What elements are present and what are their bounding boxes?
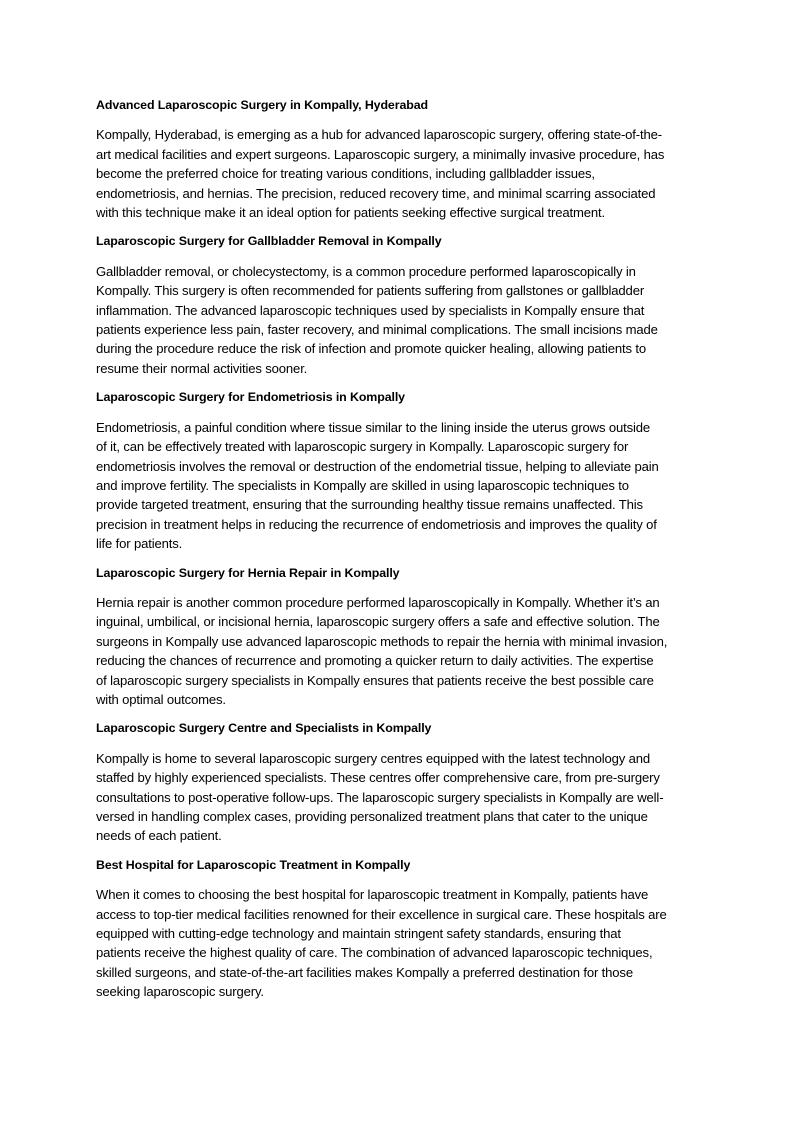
paragraph-line: versed in handling complex cases, providing personalized treatment plans that cater to the unique xyxy=(96,809,648,824)
paragraph-line: resume their normal activities sooner. xyxy=(96,360,308,376)
document-page xyxy=(96,96,699,1012)
paragraph-line: during the procedure reduce the risk of infection and promote quicker healing, allowing patients to xyxy=(96,341,646,357)
paragraph-line: Kompally. This surgery is often recommended for patients suffering from gallstones or gallbladder xyxy=(96,283,645,299)
section-heading: Laparoscopic Surgery for Endometriosis in Kompally xyxy=(96,390,405,405)
section-heading: Best Hospital for Laparoscopic Treatment in Kompally xyxy=(96,857,411,872)
section-best-hospital xyxy=(96,856,699,1002)
section-paragraph xyxy=(96,749,699,846)
section-heading: Laparoscopic Surgery for Hernia Repair in Kompally xyxy=(96,565,400,580)
paragraph-line: provide targeted treatment, ensuring that the surrounding healthy tissue remains unaffected. This xyxy=(96,497,643,513)
paragraph-line: reducing the chances of recurrence and promoting a quicker return to daily activities. The expertise xyxy=(96,653,654,669)
paragraph-line: Endometriosis, a painful condition where tissue similar to the lining inside the uterus grows outside xyxy=(96,419,651,435)
section-heading: Advanced Laparoscopic Surgery in Kompally, Hyderabad xyxy=(96,98,428,112)
section-advanced-laparoscopic-surgery xyxy=(96,96,699,222)
paragraph-line: of it, can be effectively treated with laparoscopic surgery in Kompally. Laparoscopic surgery for xyxy=(96,439,629,455)
paragraph-line: with this technique make it an ideal option for patients seeking effective surgical treatment. xyxy=(96,205,605,221)
paragraph-line: Kompally is home to several laparoscopic surgery centres equipped with the latest technology and xyxy=(96,750,651,766)
section-surgery-centre-specialists xyxy=(96,719,699,845)
paragraph-line: access to top-tier medical facilities renowned for their excellence in surgical care. These hospitals are xyxy=(96,906,667,922)
section-gallbladder-removal xyxy=(96,232,699,378)
paragraph-line: skilled surgeons, and state-of-the-art facilities makes Kompally a preferred destination for those xyxy=(96,964,633,980)
paragraph-line: seeking laparoscopic surgery. xyxy=(96,984,264,1000)
section-paragraph xyxy=(96,418,699,554)
paragraph-line: endometriosis involves the removal or destruction of the endometrial tissue, helping to alleviate pain xyxy=(96,458,659,474)
section-endometriosis xyxy=(96,388,699,553)
section-heading: Laparoscopic Surgery Centre and Specialists in Kompally xyxy=(96,721,432,736)
paragraph-line: art medical facilities and expert surgeons. Laparoscopic surgery, a minimally invasive procedure, has xyxy=(96,146,665,162)
paragraph-line: and improve fertility. The specialists in Kompally are skilled in using laparoscopic techniques to xyxy=(96,477,629,493)
section-paragraph xyxy=(96,125,699,222)
paragraph-line: precision in treatment helps in reducing the recurrence of endometriosis and improves the quality of xyxy=(96,516,657,532)
paragraph-line: equipped with cutting-edge technology and maintain stringent safety standards, ensuring that xyxy=(96,926,621,942)
paragraph-line: patients receive the highest quality of care. The combination of advanced laparoscopic techniques, xyxy=(96,945,653,961)
paragraph-line: inguinal, umbilical, or incisional hernia, laparoscopic surgery offers a safe and effective solution. The xyxy=(96,614,660,630)
section-paragraph xyxy=(96,885,699,1001)
section-paragraph xyxy=(96,593,699,709)
paragraph-line: with optimal outcomes. xyxy=(96,691,226,707)
paragraph-line: inflammation. The advanced laparoscopic techniques used by specialists in Kompally ensure that xyxy=(96,302,645,318)
section-hernia-repair xyxy=(96,564,699,710)
paragraph-line: Kompally, Hyderabad, is emerging as a hub for advanced laparoscopic surgery, offering state-of-the- xyxy=(96,127,662,143)
paragraph-line: become the preferred choice for treating various conditions, including gallbladder issues, xyxy=(96,166,595,182)
paragraph-line: staffed by highly experienced specialists. These centres offer comprehensive care, from pre-surgery xyxy=(96,770,660,786)
paragraph-line: consultations to post-operative follow-ups. The laparoscopic surgery specialists in Kompally are well- xyxy=(96,789,664,805)
paragraph-line: patients experience less pain, faster recovery, and minimal complications. The small incisions made xyxy=(96,322,658,338)
paragraph-line: needs of each patient. xyxy=(96,828,222,844)
section-paragraph xyxy=(96,262,699,378)
paragraph-line: Hernia repair is another common procedure performed laparoscopically in Kompally. Whether it’s an xyxy=(96,594,660,610)
paragraph-line: Gallbladder removal, or cholecystectomy, is a common procedure performed laparoscopically in xyxy=(96,263,636,279)
paragraph-line: life for patients. xyxy=(96,536,183,552)
paragraph-line: When it comes to choosing the best hospital for laparoscopic treatment in Kompally, patients have xyxy=(96,887,649,903)
paragraph-line: surgeons in Kompally use advanced laparoscopic methods to repair the hernia with minimal invasion, xyxy=(96,633,668,649)
paragraph-line: endometriosis, and hernias. The precision, reduced recovery time, and minimal scarring associated xyxy=(96,185,656,201)
section-heading: Laparoscopic Surgery for Gallbladder Removal in Kompally xyxy=(96,234,442,249)
paragraph-line: of laparoscopic surgery specialists in Kompally ensures that patients receive the best possible care xyxy=(96,672,654,688)
